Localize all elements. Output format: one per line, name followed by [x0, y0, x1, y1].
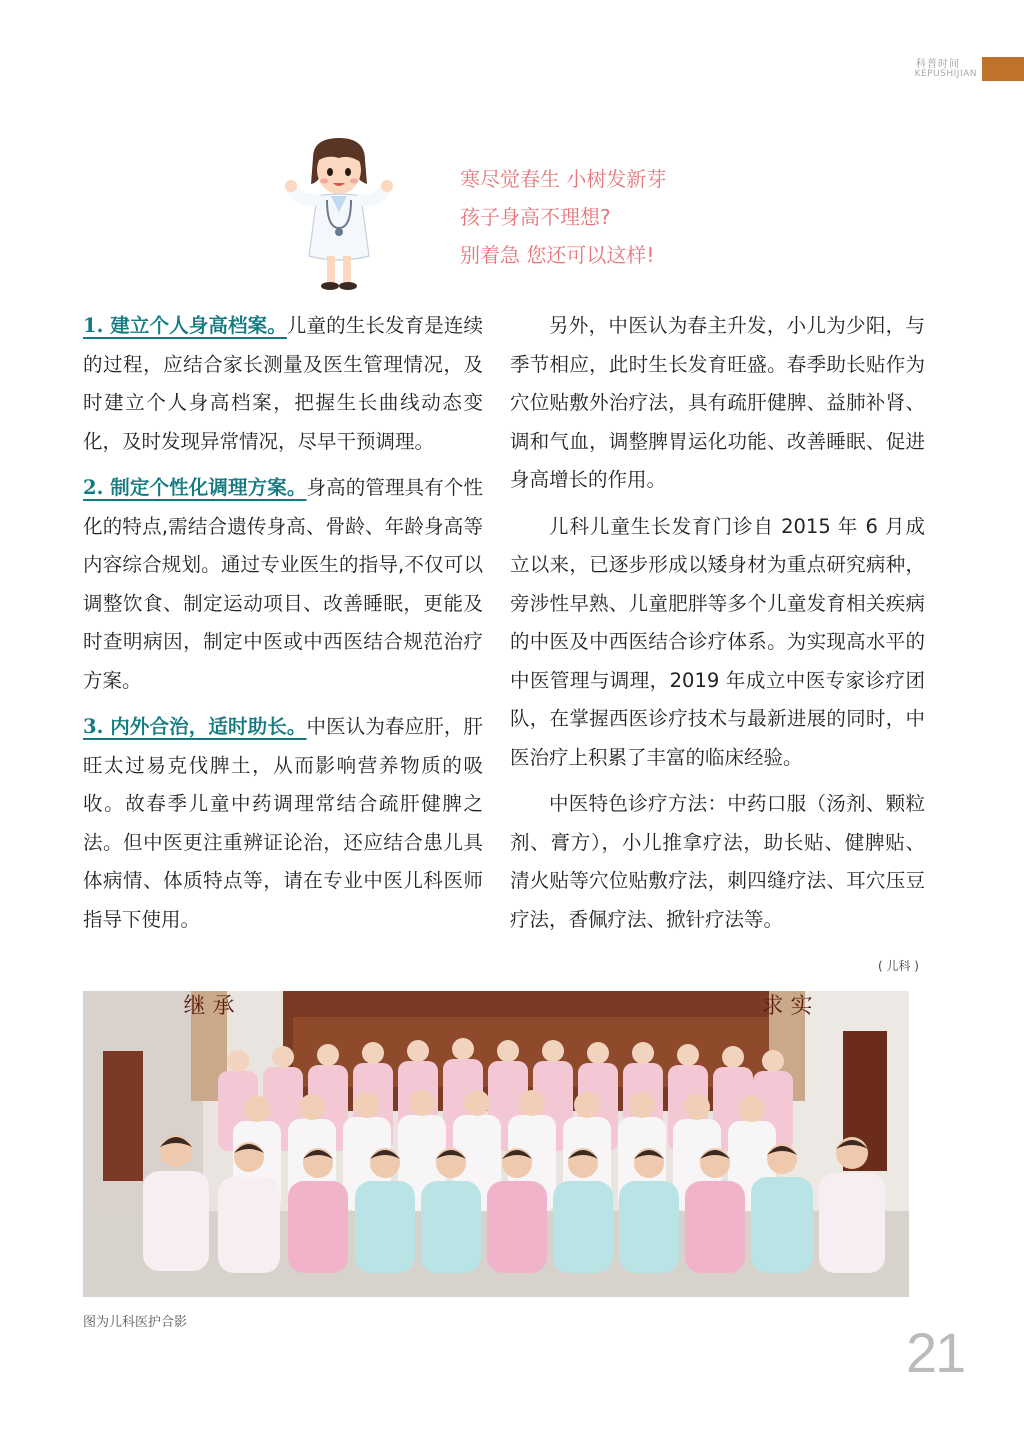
source-note: ( 儿科 ): [878, 959, 919, 973]
paragraph: 中医特色诊疗方法：中药口服（汤剂、颗粒剂、膏方），小儿推拿疗法，助长贴、健脾贴、清火贴等穴位贴敷疗法，刺四缝疗法、耳穴压豆疗法，香佩疗法、掀针疗法等。: [510, 792, 925, 931]
section-title-cn: 科普时间: [916, 59, 960, 70]
paragraph: 另外，中医认为春主升发，小儿为少阳，与季节相应，此时生长发育旺盛。春季助长贴作为穴位贴敷外治疗法，具有疏肝健脾、益肺补肾、调和气血，调整脾胃运化功能、改善睡眠、促进身高增长的作用。: [510, 314, 925, 491]
tip-2-body: 身高的管理具有个性化的特点,需结合遗传身高、骨龄、年龄身高等内容综合规划。通过专业医生的指导,不仅可以调整饮食、制定运动项目、改善睡眠，更能及时查明病因，制定中医或中西医结合规范治疗方案。: [83, 476, 483, 692]
doctor-illustration: [283, 136, 395, 296]
section-accent-bar: [982, 57, 1024, 81]
group-photo: [83, 991, 909, 1297]
tip-1: [83, 307, 483, 461]
tip-3-body: 中医认为春应肝，肝旺太过易克伐脾土，从而影响营养物质的吸收。故春季儿童中药调理常结合疏肝健脾之法。但中医更注重辨证论治，还应结合患儿具体病情、体质特点等，请在专业中医儿科医师指导下使用。: [83, 715, 483, 931]
section-title-en: KEPUSHIJIAN: [914, 69, 977, 79]
photo-caption: 图为儿科医护合影: [83, 1315, 188, 1330]
group-photo-image: [83, 991, 909, 1297]
intro-line: 寒尽觉春生 小树发新芽: [460, 167, 667, 191]
tip-2: [83, 469, 483, 700]
right-column: [510, 307, 925, 939]
intro-line: 别着急 您还可以这样!: [460, 243, 655, 267]
tip-3: [83, 708, 483, 939]
plaque-left: 继 承: [183, 994, 235, 1019]
tip-2-heading: 2. 制定个性化调理方案。: [83, 476, 307, 499]
paragraph: 儿科儿童生长发育门诊自 2015 年 6 月成立以来，已逐步形成以矮身材为重点研究病种，旁涉性早熟、儿童肥胖等多个儿童发育相关疾病的中医及中西医结合诊疗体系。为实现高水平的中医管理与调理，2019 年成立中医专家诊疗团队，在掌握西医诊疗技术与最新进展的同时，中医治疗上积累了丰富的临床经验。: [510, 514, 925, 769]
page-number: 21: [906, 1321, 965, 1384]
tip-3-heading: 3. 内外合治，适时助长。: [83, 715, 307, 738]
plaque-right: 求 实: [761, 994, 813, 1019]
intro-poem: [460, 160, 666, 274]
tip-1-body: 儿童的生长发育是连续的过程，应结合家长测量及医生管理情况，及时建立个人身高档案，把握生长曲线动态变化，及时发现异常情况，尽早干预调理。: [83, 314, 483, 453]
tip-1-heading: 1. 建立个人身高档案。: [83, 314, 287, 337]
left-column: [83, 307, 483, 939]
intro-line: 孩子身高不理想?: [460, 205, 611, 229]
